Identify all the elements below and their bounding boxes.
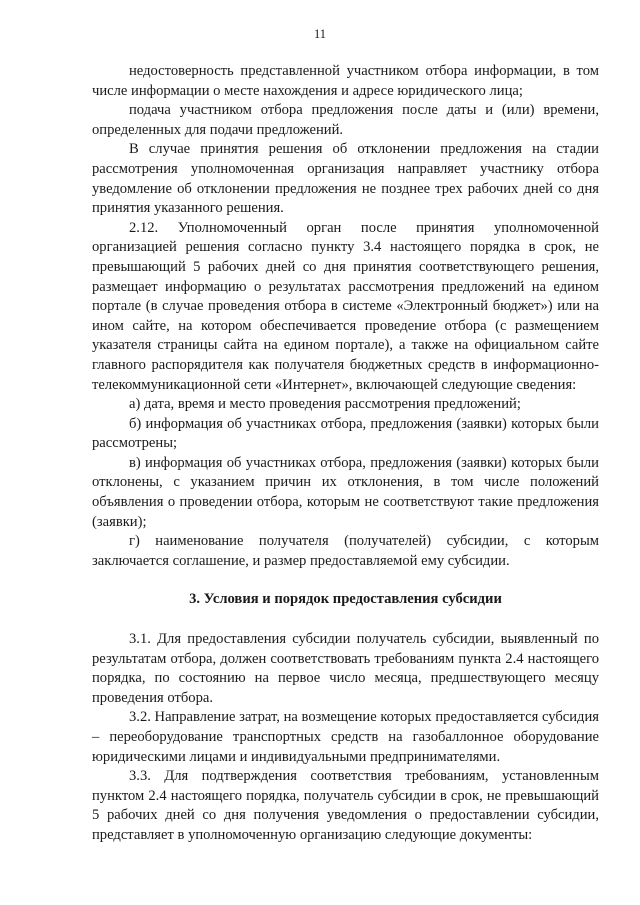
paragraph: 2.12. Уполномоченный орган после принятия уполномоченной организацией решения согласно пункту 3.4 настоящего порядка в срок, не превышающий 5 рабочих дней со дня принятия соответствующего решения, размещает информацию о результатах рассмотрения предложений на едином портале (в случае проведения отбора в системе «Электронный бюджет») или на ином сайте, на котором обеспечивается проведение отбора (с размещением указателя страницы сайта на едином портале), а также на официальном сайте главного распорядителя как получателя бюджетных средств в информационно-телекоммуникационной сети «Интернет», включающей следующие сведения: bbox=[92, 219, 599, 393]
list-item: а) дата, время и место проведения рассмотрения предложений; bbox=[129, 396, 521, 413]
document-body bbox=[92, 62, 599, 846]
paragraph: недостоверность представленной участником отбора информации, в том числе информации о месте нахождения и адресе юридического лица; bbox=[92, 63, 599, 99]
paragraph: подача участником отбора предложения после даты и (или) времени, определенных для подачи предложений. bbox=[92, 102, 599, 138]
page-number: 11 bbox=[313, 27, 327, 41]
list-item: б) информация об участниках отбора, предложения (заявки) которых были рассмотрены; bbox=[92, 415, 599, 452]
paragraph: 3.1. Для предоставления субсидии получатель субсидии, выявленный по результатам отбора, должен соответствовать требованиям пункта 2.4 настоящего порядка, по состоянию на первое число месяца, предшествующего месяцу проведения отбора. bbox=[92, 631, 599, 706]
section-heading: 3. Условия и порядок предоставления субсидии bbox=[189, 591, 502, 608]
paragraph: В случае принятия решения об отклонении предложения на стадии рассмотрения уполномоченная организация направляет участнику отбора уведомление об отклонении предложения не позднее трех рабочих дней со дня принятия указанного решения. bbox=[92, 141, 599, 217]
list-item: в) информация об участниках отбора, предложения (заявки) которых были отклонены, с указанием причин их отклонения, в том числе положений объявления о проведении отбора, которым не соответствуют такие предложения (заявки); bbox=[92, 454, 599, 530]
paragraph: 3.3. Для подтверждения соответствия требованиям, установленным пунктом 2.4 настоящего порядка, получатель субсидии в срок, не превышающий 5 рабочих дней со дня получения уведомления о предоставлении субсидии, представляет в уполномоченную организацию следующие документы: bbox=[92, 768, 599, 843]
paragraph: 3.2. Направление затрат, на возмещение которых предоставляется субсидия – переоборудование транспортных средств на газобаллонное оборудование юридическими лицами и индивидуальными предпринимателями. bbox=[92, 709, 599, 765]
list-item: г) наименование получателя (получателей) субсидии, с которым заключается соглашение, и размер предоставляемой ему субсидии. bbox=[92, 533, 599, 569]
